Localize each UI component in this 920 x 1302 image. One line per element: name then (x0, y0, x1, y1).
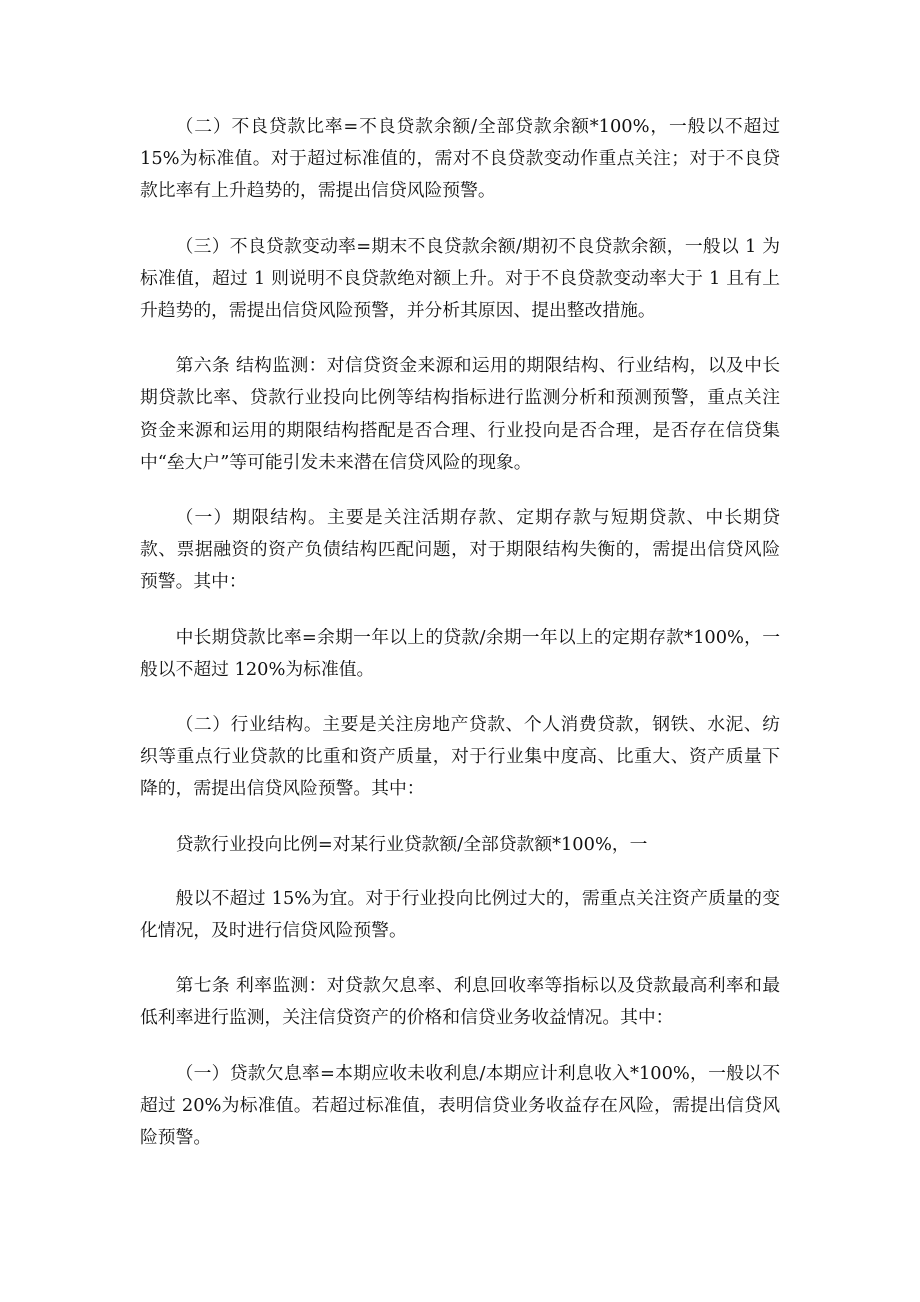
paragraph-article-six: 第六条 结构监测：对信贷资金来源和运用的期限结构、行业结构，以及中长期贷款比率、贷款行业投向比例等结构指标进行监测分析和预测预警，重点关注资金来源和运用的期限结构搭配是否合理、行业投向是否合理，是否存在信贷集中“垒大户”等可能引发未来潜在信贷风险的现象。 (140, 355, 780, 473)
paragraph-article-seven: 第七条 利率监测：对贷款欠息率、利息回收率等指标以及贷款最高利率和最低利率进行监测，关注信贷资产的价格和信贷业务收益情况。其中： (140, 975, 780, 1029)
paragraph-industry-ratio-continued: 般以不超过 15%为宜。对于行业投向比例过大的，需重点关注资产质量的变化情况，及时进行信贷风险预警。 (140, 887, 780, 942)
document-body (140, 111, 780, 1177)
paragraph-npl-ratio: （二）不良贷款比率=不良贷款余额/全部贷款余额*100%，一般以不超过 15%为标准值。对于超过标准值的，需对不良贷款变动作重点关注；对于不良贷款比率有上升趋势的，需提出信贷风险预警。 (140, 116, 780, 202)
paragraph-long-term-loan-ratio: 中长期贷款比率=余期一年以上的贷款/余期一年以上的定期存款*100%，一般以不超过 120%为标准值。 (140, 626, 780, 680)
paragraph-industry-ratio-formula: 贷款行业投向比例=对某行业贷款额/全部贷款额*100%，一 (175, 833, 648, 855)
paragraph-term-structure: （一）期限结构。主要是关注活期存款、定期存款与短期贷款、中长期贷款、票据融资的资产负债结构匹配问题，对于期限结构失衡的，需提出信贷风险预警。其中： (140, 507, 780, 593)
paragraph-industry-structure: （二）行业结构。主要是关注房地产贷款、个人消费贷款，钢铁、水泥、纺织等重点行业贷款的比重和资产质量，对于行业集中度高、比重大、资产质量下降的，需提出信贷风险预警。其中： (140, 714, 780, 800)
paragraph-npl-change-rate: （三）不良贷款变动率=期末不良贷款余额/期初不良贷款余额，一般以 1 为标准值，超过 1 则说明不良贷款绝对额上升。对于不良贷款变动率大于 1 且有上升趋势的，需提出信贷风险预警，并分析其原因、提出整改措施。 (140, 235, 780, 322)
paragraph-interest-arrears-rate: （一）贷款欠息率=本期应收未收利息/本期应计利息收入*100%，一般以不超过 20%为标准值。若超过标准值，表明信贷业务收益存在风险，需提出信贷风险预警。 (140, 1062, 780, 1149)
